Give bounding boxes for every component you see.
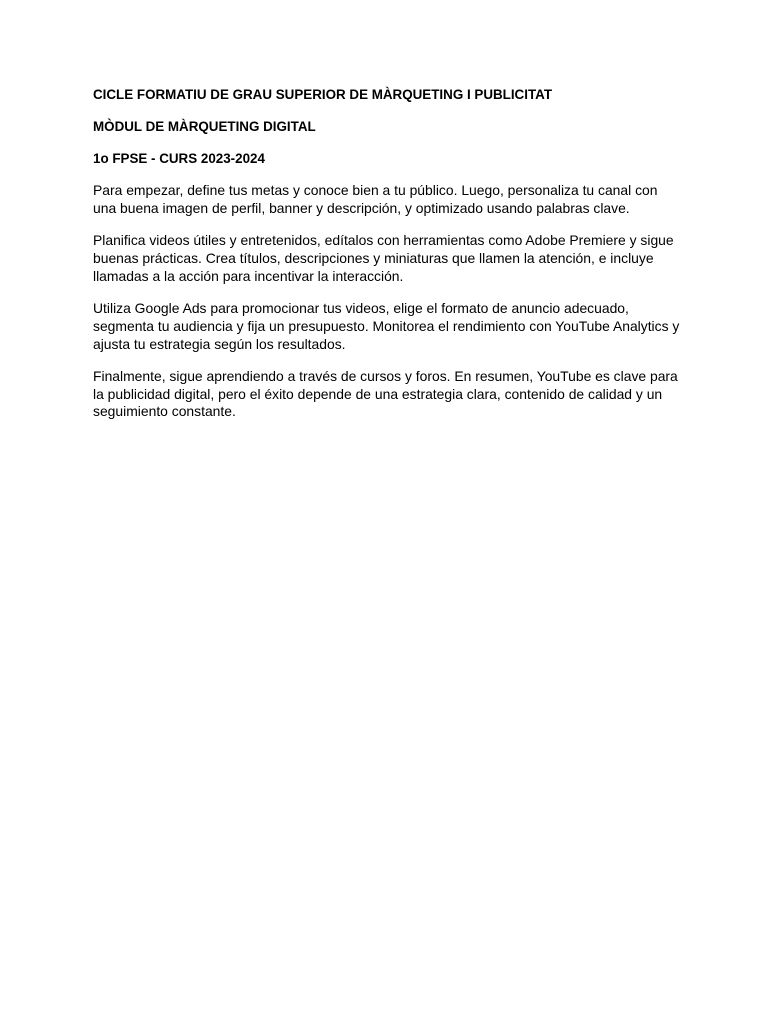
module-title: MÒDUL DE MÀRQUETING DIGITAL <box>93 119 316 134</box>
paragraph-planning: Planifica videos útiles y entretenidos, edítalos con herramientas como Adobe Premiere y sigue buenas prácticas. Crea títulos, descripciones y miniaturas que llamen la atención, e incluye llamadas a la acción para incentivar la interacción. <box>93 232 674 284</box>
paragraph-intro: Para empezar, define tus metas y conoce bien a tu público. Luego, personaliza tu canal con una buena imagen de perfil, banner y descripción, y optimizado usando palabras clave. <box>93 182 658 216</box>
course-year: 1o FPSE - CURS 2023-2024 <box>93 151 265 166</box>
paragraph-conclusion: Finalmente, sigue aprendiendo a través de cursos y foros. En resumen, YouTube es clave para la publicidad digital, pero el éxito depende de una estrategia clara, contenido de calidad y un seguimiento constante. <box>93 367 678 420</box>
program-title: CICLE FORMATIU DE GRAU SUPERIOR DE MÀRQUETING I PUBLICITAT <box>93 87 552 102</box>
document-page <box>93 86 683 436</box>
paragraph-ads: Utiliza Google Ads para promocionar tus videos, elige el formato de anuncio adecuado, segmenta tu audiencia y fija un presupuesto. Monitorea el rendimiento con YouTube Analytics y ajusta tu estrategia según los resultados. <box>93 299 680 352</box>
